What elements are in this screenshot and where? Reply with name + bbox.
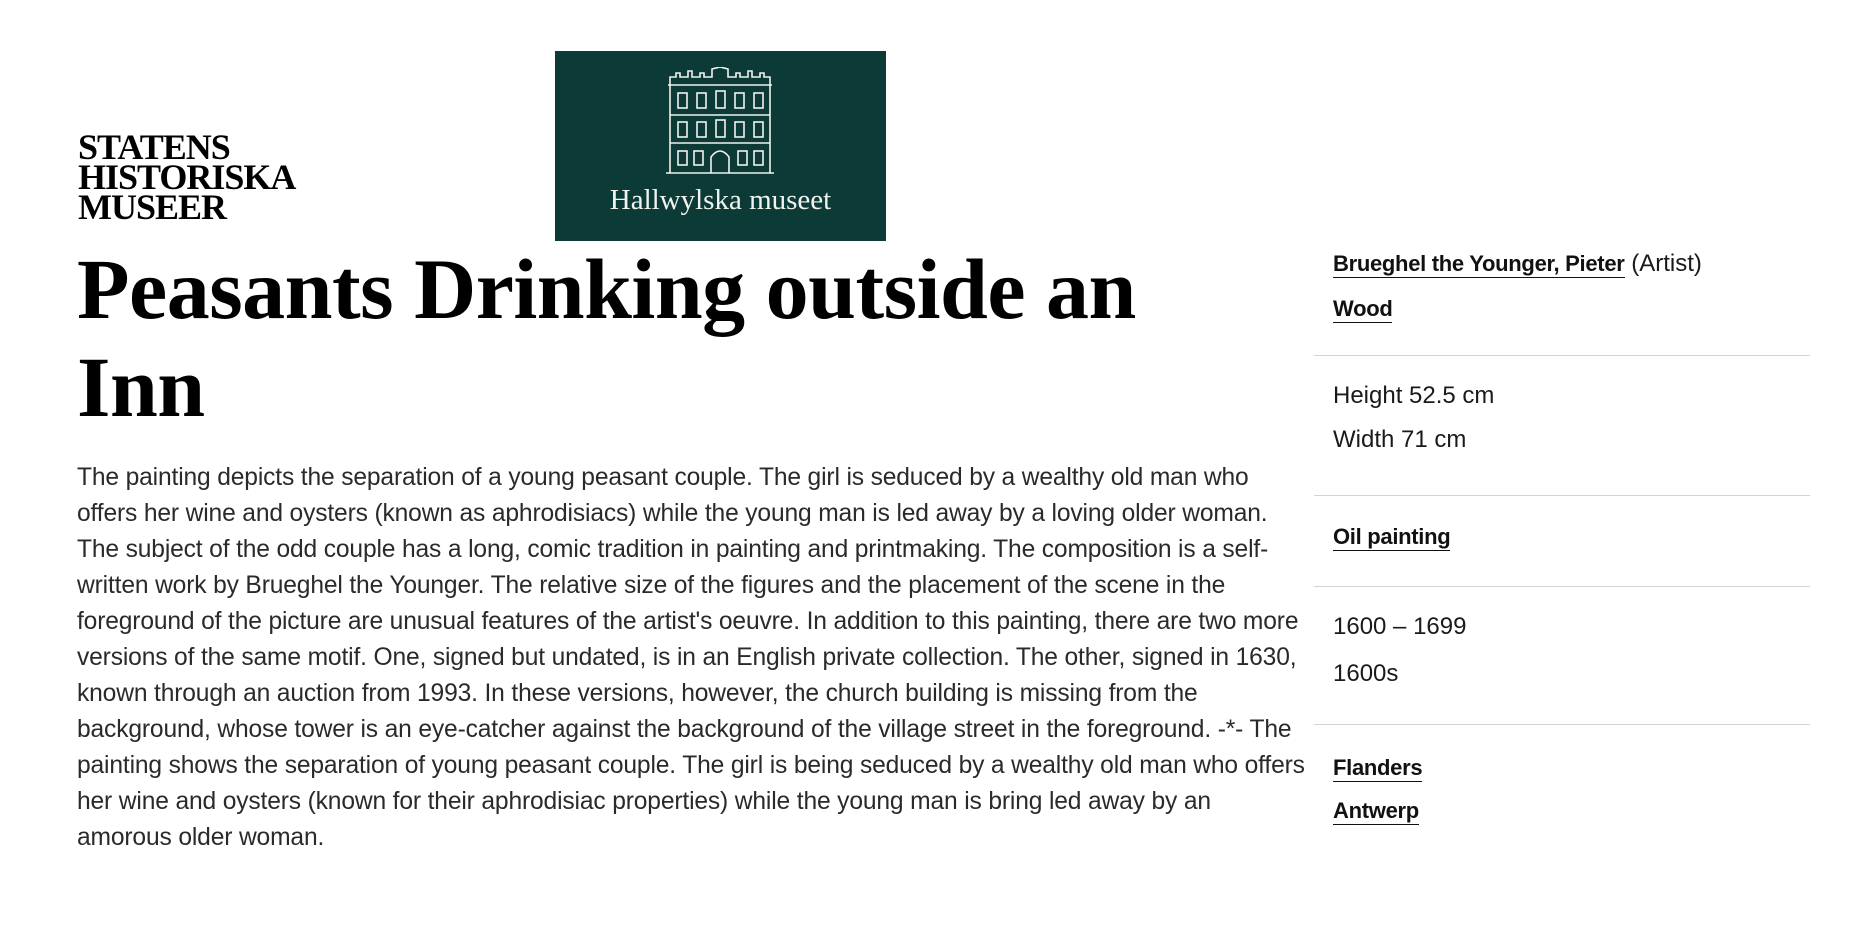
date-range: 1600 – 1699 <box>1333 613 1467 640</box>
sidebar-divider <box>1314 586 1810 587</box>
hallwylska-museet-logo[interactable] <box>555 51 886 241</box>
statens-historiska-museer-logo[interactable] <box>78 127 296 227</box>
shm-logo-line-1: STATENS <box>78 127 230 167</box>
artwork-description: The painting depicts the separation of a young peasant couple. The girl is seduced by a wealthy old man who offers her wine and oysters (known as aphrodisiacs) while the young man is led away by a loving older woman. The subject of the odd couple has a long, comic tradition in painting and printmaking. The composition is a self-written work by Brueghel the Younger. The relative size of the figures and the placement of the scene in the foreground of the picture are unusual features of the artist's oeuvre. In addition to this painting, there are two more versions of the same motif. One, signed but undated, is in an English private collection. The other, signed in 1630, known through an auction from 1993. In these versions, however, the church building is missing from the background, whose tower is an eye-catcher against the background of the village street in the foreground. -*- The painting shows the separation of young peasant couple. The girl is being seduced by a wealthy old man who offers her wine and oysters (known for their aphrodisiac properties) while the young man is bring led away by an amorous older woman. <box>77 464 1305 851</box>
region-row <box>1333 754 1422 782</box>
sidebar-divider <box>1314 355 1810 356</box>
artist-link[interactable]: Brueghel the Younger, Pieter <box>1333 251 1625 276</box>
century: 1600s <box>1333 660 1399 687</box>
technique-row <box>1333 523 1450 551</box>
artwork-title: Peasants Drinking outside an Inn <box>77 241 1136 435</box>
region-link[interactable]: Flanders <box>1333 755 1423 780</box>
city-link[interactable]: Antwerp <box>1333 798 1419 823</box>
hallwyl-building-icon <box>664 67 776 175</box>
sidebar-divider <box>1314 495 1810 496</box>
technique-link[interactable]: Oil painting <box>1333 524 1451 549</box>
width-value: Width 71 cm <box>1333 426 1467 453</box>
material-link[interactable]: Wood <box>1333 296 1393 321</box>
hallwyl-logo-text: Hallwylska museet <box>609 184 832 216</box>
shm-logo-line-2: HISTORISKA <box>78 157 296 197</box>
city-row <box>1333 797 1419 825</box>
shm-logo-line-3: MUSEER <box>78 187 227 227</box>
material-row <box>1333 295 1392 323</box>
artist-role: (Artist) <box>1631 250 1702 277</box>
sidebar-divider <box>1314 724 1810 725</box>
artist-row <box>1333 250 1702 278</box>
height-value: Height 52.5 cm <box>1333 382 1495 409</box>
